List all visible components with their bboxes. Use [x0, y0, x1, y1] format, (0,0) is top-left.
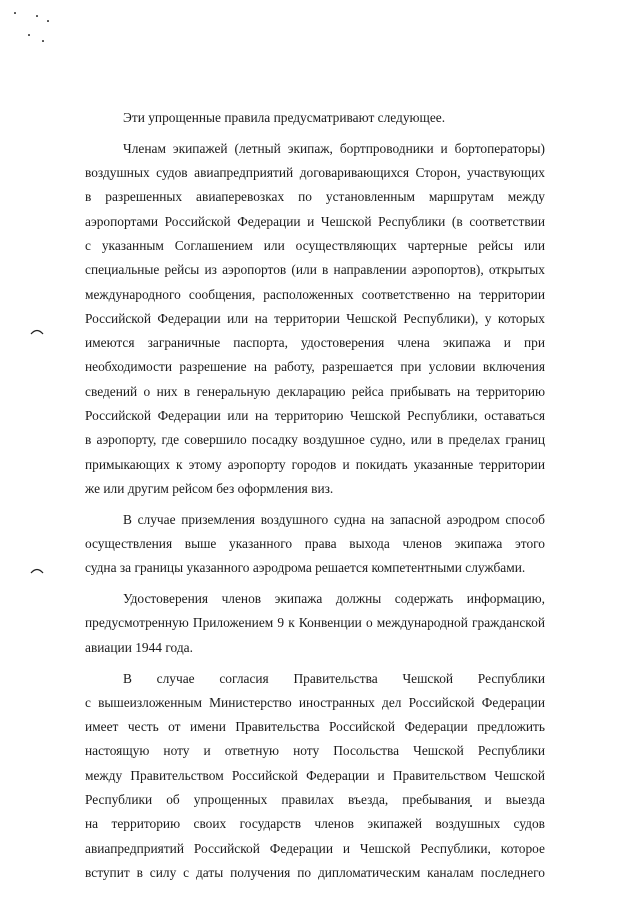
text-line: международного сообщения, расположенных соответственно на территории	[85, 286, 545, 302]
text-line: сведений о них в генеральную декларацию рейса прибывать на территорию	[85, 383, 545, 399]
paragraph	[85, 508, 545, 581]
body-text	[85, 106, 545, 885]
scan-speck	[28, 34, 30, 36]
text-line: Эти упрощенные правила предусматривают следующее.	[123, 110, 446, 125]
text-line: Удостоверения членов экипажа должны содержать информацию,	[123, 591, 545, 607]
text-line: на территорию своих государств членов экипажей воздушных судов	[85, 816, 545, 832]
scan-speck	[14, 12, 16, 14]
text-line: примыкающих к этому аэропорту городов и покидать указанные территории	[85, 456, 545, 472]
paragraph	[85, 106, 545, 130]
binder-hole-mark	[30, 565, 44, 575]
text-line: авиапредприятий Российской Федерации и Чешской Республики, которое	[85, 840, 545, 856]
text-line: В случае приземления воздушного судна на запасной аэродром способ	[123, 511, 545, 527]
text-line: имеются заграничные паспорта, удостоверения члена экипажа и при	[85, 335, 545, 351]
text-line: необходимости разрешение на работу, разрешается при условии включения	[85, 359, 545, 375]
text-line: В случае согласия Правительства Чешской Республики	[123, 670, 545, 686]
paragraph	[85, 667, 545, 886]
scan-speck	[47, 20, 49, 22]
text-line: с вышеизложенным Министерство иностранных дел Российской Федерации	[85, 694, 545, 710]
scan-speck	[36, 15, 38, 17]
text-line: Членам экипажей (летный экипаж, бортпроводники и бортоператоры)	[123, 140, 545, 156]
text-line: в разрешенных авиаперевозках по установленным маршрутам между	[85, 189, 545, 205]
text-line: осуществления выше указанного права выхода членов экипажа этого	[85, 536, 545, 552]
text-line: имеет честь от имени Правительства Российской Федерации предложить	[85, 719, 545, 735]
text-line: Республики об упрощенных правилах въезда, пребывания и выезда	[85, 792, 545, 808]
text-line: Российской Федерации или на территорию Чешской Республики, оставаться	[85, 408, 545, 424]
paragraph	[85, 137, 545, 501]
scan-speck	[42, 40, 44, 42]
text-line: Российской Федерации или на территории Чешской Республики), у которых	[85, 310, 545, 326]
binder-hole-mark	[30, 326, 44, 336]
text-line: аэропортами Российской Федерации и Чешской Республики (в соответствии	[85, 213, 545, 229]
text-line: предусмотренную Приложением 9 к Конвенции о международной гражданской	[85, 615, 545, 631]
text-line: между Правительством Российской Федерации и Правительством Чешской	[85, 767, 545, 783]
text-line: авиации 1944 года.	[85, 639, 193, 655]
text-line: воздушных судов авиапредприятий договаривающихся Сторон, участвующих	[85, 165, 545, 181]
text-line: же или другим рейсом без оформления виз.	[85, 480, 334, 496]
paragraph	[85, 587, 545, 660]
text-line: судна за границы указанного аэродрома решается компетентными службами.	[85, 560, 526, 576]
text-line: вступит в силу с даты получения по дипломатическим каналам последнего	[85, 864, 545, 880]
text-line: специальные рейсы из аэропортов (или в направлении аэропортов), открытых	[85, 262, 545, 278]
text-line: в аэропорту, где совершило посадку воздушное судно, или в пределах границ	[85, 432, 545, 448]
text-line: настоящую ноту и ответную ноту Посольства Чешской Республики	[85, 743, 545, 759]
text-line: с указанным Соглашением или осуществляющих чартерные рейсы или	[85, 237, 545, 253]
